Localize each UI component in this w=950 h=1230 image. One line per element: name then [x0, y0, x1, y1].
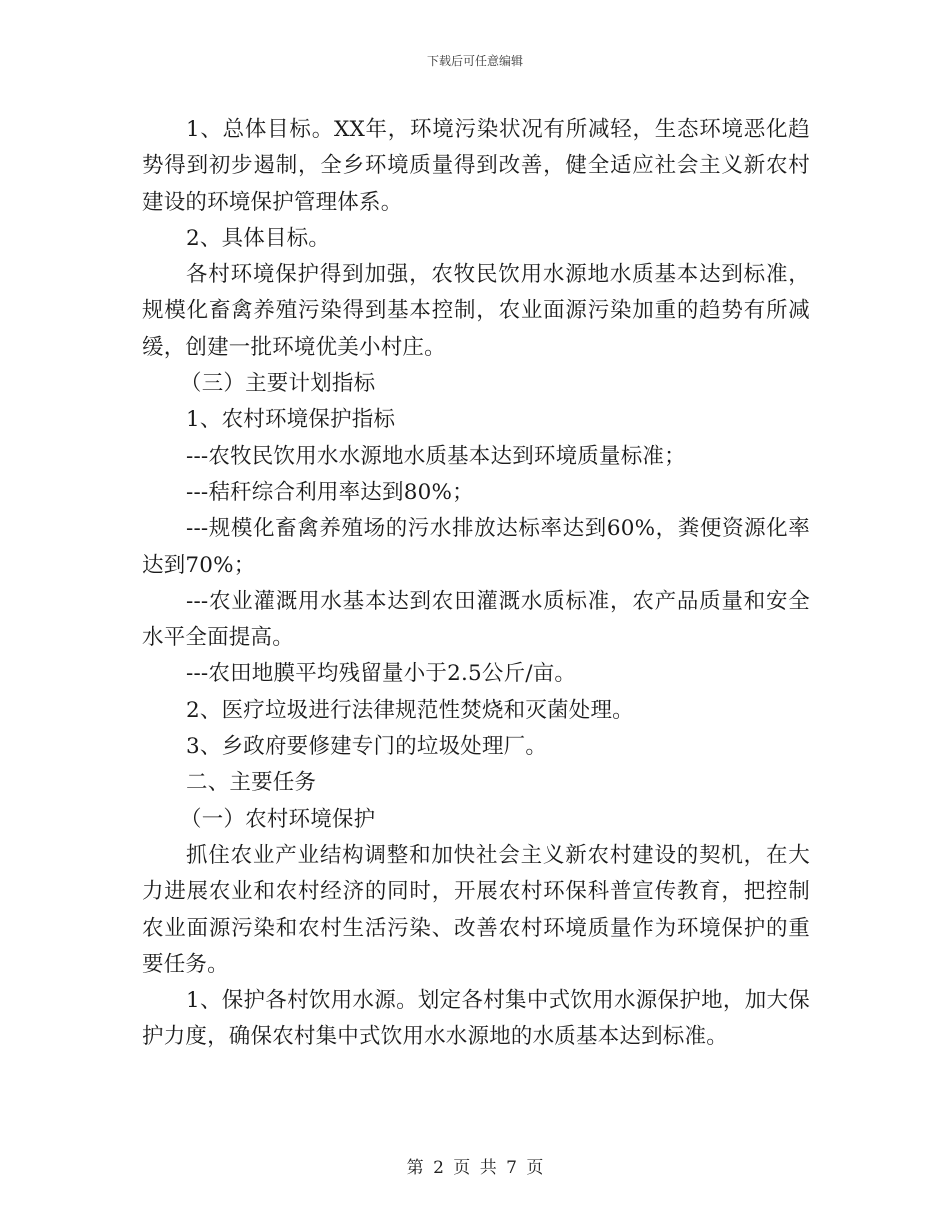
paragraph-specific-goal-body: 各村环境保护得到加强，农牧民饮用水源地水质基本达到标准，规模化畜禽养殖污染得到基本控制，农业面源污染加重的趋势有所减缓，创建一批环境优美小村庄。: [142, 262, 810, 360]
section-heading-plan-indicators: （三）主要计划指标: [180, 371, 376, 397]
list-item-irrigation-water: ---农业灌溉用水基本达到农田灌溉水质标准，农产品质量和安全水平全面提高。: [142, 588, 810, 651]
section-heading-rural-protection: （一）农村环境保护: [180, 806, 376, 832]
page-number-footer: 第 2 页 共 7 页: [406, 1158, 544, 1178]
paragraph-rural-protection-body: 抓住农业产业结构调整和加快社会主义新农村建设的契机，在大力进展农业和农村经济的同时，开展农村环保科普宣传教育，把控制农业面源污染和农村生活污染、改善农村环境质量作为环境保护的重要任务。: [142, 842, 810, 977]
paragraph-medical-waste: 2、医疗垃圾进行法律规范性焚烧和灭菌处理。: [186, 697, 634, 723]
page-header-note: 下载后可任意编辑: [426, 54, 523, 68]
list-item-water-source: ---农牧民饮用水水源地水质基本达到环境质量标准；: [186, 443, 686, 469]
list-item-straw-utilization: ---秸秆综合利用率达到80%；: [186, 479, 474, 505]
list-item-plastic-film: ---农田地膜平均残留量小于2.5公斤/亩。: [186, 661, 577, 687]
paragraph-specific-goal-heading: 2、具体目标。: [186, 225, 331, 251]
paragraph-waste-plant: 3、乡政府要修建专门的垃圾处理厂。: [186, 734, 548, 760]
document-body: [142, 112, 810, 1056]
paragraph-overall-goal: 1、总体目标。XX年，环境污染状况有所减轻，生态环境恶化趋势得到初步遏制，全乡环境质量得到改善，健全适应社会主义新农村建设的环境保护管理体系。: [142, 117, 810, 215]
section-heading-main-tasks: 二、主要任务: [186, 770, 317, 796]
paragraph-drinking-water-protection: 1、保护各村饮用水源。划定各村集中式饮用水源保护地，加大保护力度，确保农村集中式饮用水水源地的水质基本达到标准。: [142, 988, 810, 1050]
paragraph-rural-indicators-heading: 1、农村环境保护指标: [186, 407, 396, 433]
list-item-livestock-sewage: ---规模化畜禽养殖场的污水排放达标率达到60%，粪便资源化率达到70%；: [142, 516, 810, 578]
